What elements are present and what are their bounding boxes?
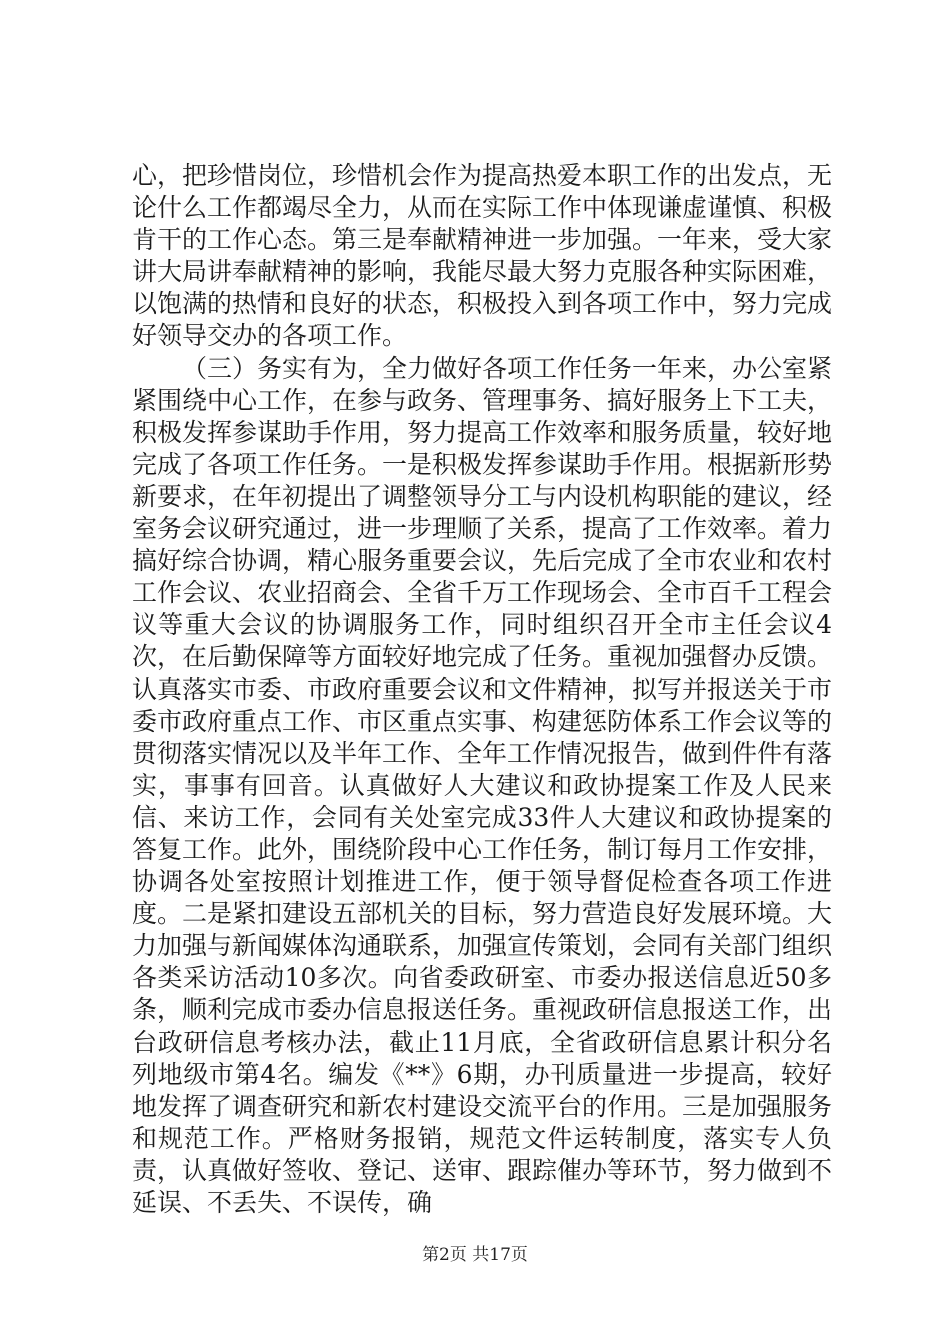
page-footer: 第2页 共17页 [422, 1245, 528, 1265]
paragraph-continuation: 心，把珍惜岗位，珍惜机会作为提高热爱本职工作的出发点，无论什么工作都竭尽全力，从而在实际工作中体现谦虚谨慎、积极肯干的工作心态。第三是奉献精神进一步加强。一年来，受大家讲大局讲奉献精神的影响，我能尽最大努力克服各种实际困难，以饱满的热情和良好的状态，积极投入到各项工作中，努力完成好领导交办的各项工作。 [132, 161, 833, 351]
document-body [132, 160, 832, 1219]
paragraph-section-three: （三）务实有为，全力做好各项工作任务一年来，办公室紧紧围绕中心工作，在参与政务、管理事务、搞好服务上下工夫，积极发挥参谋助手作用，努力提高工作效率和服务质量，较好地完成了各项工作任务。一是积极发挥参谋助手作用。根据新形势新要求，在年初提出了调整领导分工与内设机构职能的建议，经室务会议研究通过，进一步理顺了关系，提高了工作效率。着力搞好综合协调，精心服务重要会议，先后完成了全市农业和农村工作会议、农业招商会、全省千万工作现场会、全市百千工程会议等重大会议的协调服务工作，同时组织召开全市主任会议4次，在后勤保障等方面较好地完成了任务。重视加强督办反馈。认真落实市委、市政府重要会议和文件精神，拟写并报送关于市委市政府重点工作、市区重点实事、构建惩防体系工作会议等的贯彻落实情况以及半年工作、全年工作情况报告，做到件件有落实，事事有回音。认真做好人大建议和政协提案工作及人民来信、来访工作，会同有关处室完成33件人大建议和政协提案的答复工作。此外，围绕阶段中心工作任务，制订每月工作安排，协调各处室按照计划推进工作，便于领导督促检查各项工作进度。二是紧扣建设五部机关的目标，努力营造良好发展环境。大力加强与新闻媒体沟通联系，加强宣传策划，会同有关部门组织各类采访活动10多次。向省委政研室、市委办报送信息近50多条，顺利完成市委办信息报送任务。重视政研信息报送工作，出台政研信息考核办法，截止11月底，全省政研信息累计积分名列地级市第4名。编发《**》6期，办刊质量进一步提高，较好地发挥了调查研究和新农村建设交流平台的作用。三是加强服务和规范工作。严格财务报销，规范文件运转制度，落实专人负责，认真做好签收、登记、送审、跟踪催办等环节，努力做到不延误、不丢失、不误传，确 [132, 353, 833, 1217]
